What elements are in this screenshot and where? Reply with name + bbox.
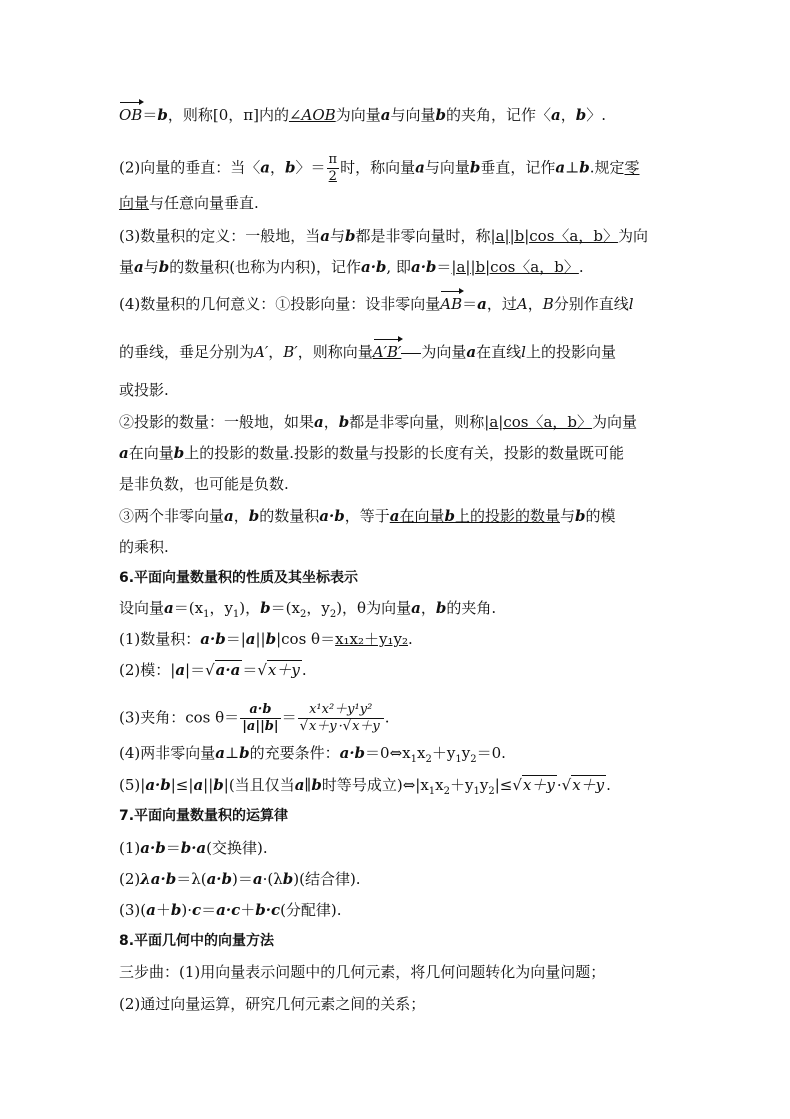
fraction-coordinate-angle: $\frac{\text{x¹x²＋y¹y²}}{√x+y \cdot√x+y}$ [298, 702, 384, 735]
blank-underline [401, 353, 421, 354]
text-line-angle-definition: OB＝b，则称[0，π]内的∠AOB为向量a与向量b的夹角，记作〈a，b〉. [119, 106, 606, 124]
text-line-perpendicular-condition: (4)两非零向量a⊥b的充要条件：$a\cdot b=0\Leftrightarrow x_1x_2+y_1y_2=0$. [119, 744, 506, 765]
section-title-6: 6.平面向量数量积的性质及其坐标表示 [119, 570, 359, 586]
text-line-projection-quantity: ②投影的数量：一般地，如果a，b都是非零向量，则称|a|cos〈a，b〉为向量 [119, 413, 638, 431]
text-line-projection-vector: 的垂线，垂足分别为A′，B′，则称向量A′B′ 为向量a在直线l上的投影向量 [119, 343, 616, 361]
text-line-product: 的乘积. [119, 538, 169, 556]
angle-aob: ∠AOB [288, 106, 336, 124]
vector-a-prime-b-prime: A′B′ [372, 343, 402, 361]
text-line-distributive: (3)(a＋b)·c＝a·c＋b·c(分配律). [119, 901, 342, 919]
sqrt-x-plus-y: √x＋y [257, 661, 300, 679]
text-line-angle-formula: (3)夹角：cos θ＝ $\frac{a\cdot b}{|a||b|}$ ＝ $\frac{\text{x¹x²＋y¹y²}}{√x+y \cdot√x+y}$ . [119, 702, 390, 734]
fraction-pi-over-2: $\frac{\pi}{2}$ [328, 152, 338, 184]
text-line-associative: (2)λa·b＝λ(a·b)＝a·(λb)(结合律). [119, 870, 361, 888]
text-line-dot-coordinate: (1)数量积：a·b＝|a||b|cos θ＝x₁x₂＋y₁y₂. [119, 630, 413, 648]
text-line-two-vectors: ③两个非零向量a，b的数量积a·b，等于a在向量b上的投影的数量与b的模 [119, 507, 616, 525]
text-line-coordinates: 设向量$a=(x_1$，$y_1$)，$b=(x_2$，$y_2$)，θ为向量a，b的夹角. [119, 599, 497, 620]
text-line-or-projection: 或投影. [119, 381, 169, 399]
text-line-dot-product-def: (3)数量积的定义：一般地，当a与b都是非零向量时，称|a||b|cos〈a，b〉为向 [119, 227, 648, 245]
fraction-dot-over-moduli: $\frac{a\cdot b}{|a||b|}$ [242, 702, 279, 734]
text-line-negative: 是非负数，也可能是负数. [119, 475, 289, 493]
text-line-zero-vector: 向量与任意向量垂直. [119, 194, 259, 212]
vector-ab: AB [440, 295, 463, 313]
text-line-modulus: (2)模：|a|＝√a·a ＝√x＋y . [119, 661, 307, 679]
vector-ob: OB [119, 106, 143, 124]
dot-product-formula: |a||b|cos〈a，b〉 [490, 227, 618, 245]
text-line-projection-length: a在向量b上的投影的数量.投影的数量与投影的长度有关，投影的数量既可能 [119, 444, 625, 462]
text-line-geometric-meaning: (4)数量积的几何意义：①投影向量：设非零向量AB＝a，过A，B分别作直线l [119, 295, 634, 313]
text-line-cauchy-inequality: (5)|a·b|≤|a||b|(当且仅当a∥b时等号成立)$\Leftrightarrow|x_1x_2+y_1y_2|\le√x+y \cdot√x+y$ . [119, 776, 611, 797]
text-line-vector-operations: (2)通过向量运算，研究几何元素之间的关系； [119, 995, 426, 1013]
text-line-three-steps: 三步曲：(1)用向量表示问题中的几何元素，将几何问题转化为向量问题； [119, 963, 606, 981]
section-title-7: 7.平面向量数量积的运算律 [119, 808, 289, 824]
section-title-8: 8.平面几何中的向量方法 [119, 933, 275, 949]
text-line-commutative: (1)a·b＝b·a(交换律). [119, 839, 268, 857]
text-line-inner-product: 量a与b的数量积(也称为内积)，记作a·b, 即a·b＝|a||b|cos〈a，b〉. [119, 258, 584, 276]
text-line-perpendicular: (2)向量的垂直：当〈a，b〉＝ $\frac{\pi}{2}$ 时，称向量a与向量b垂直，记作a⊥b.规定零 [119, 152, 640, 184]
sqrt-a-dot-a: √a·a [205, 661, 241, 679]
